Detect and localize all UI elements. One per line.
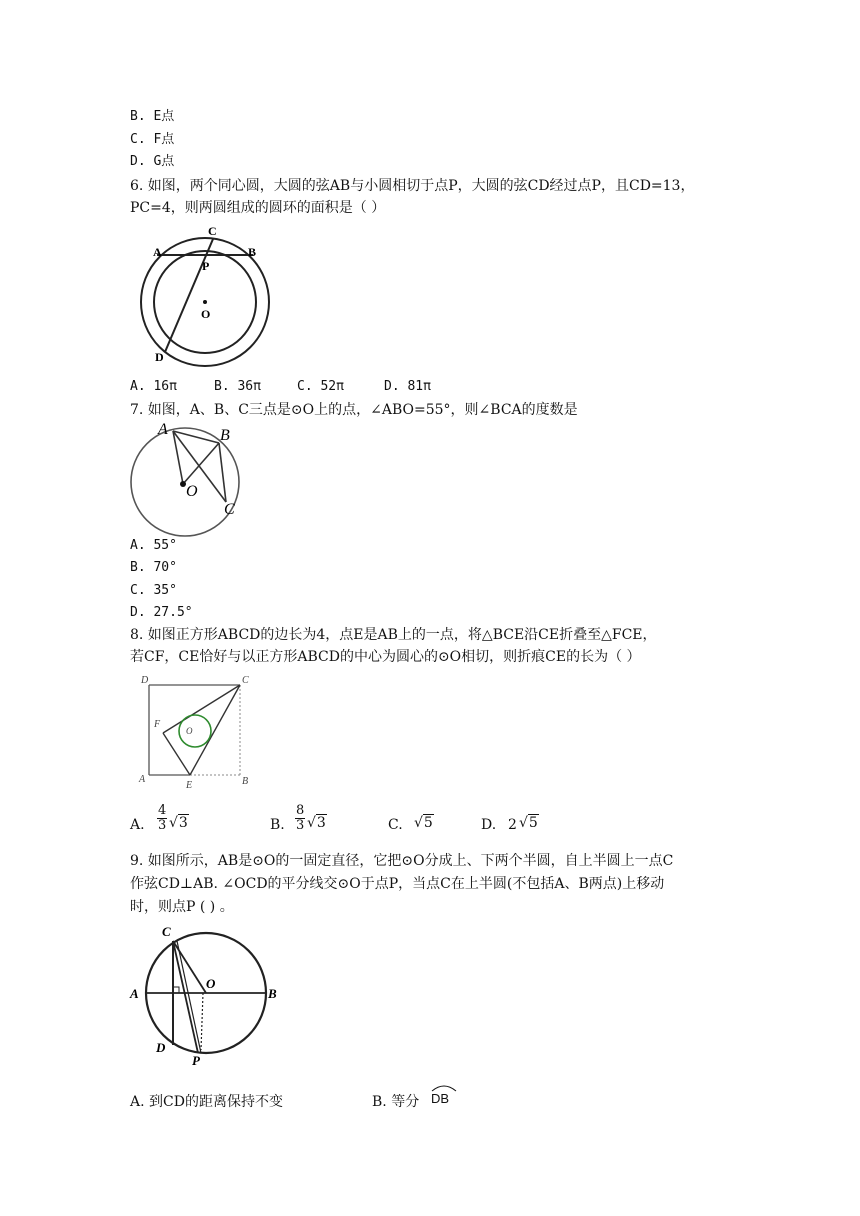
- q7-figure: [128, 420, 248, 530]
- q8-option-a-fraction: [157, 804, 167, 833]
- q9-label-p: P: [192, 1053, 200, 1068]
- q8-label-d: D: [141, 675, 149, 686]
- q8-label-a: A: [139, 774, 146, 785]
- q6-option-c: C. 52π: [297, 379, 344, 394]
- q6-label-o: O: [201, 307, 211, 321]
- q8-option-a-radicand: 3: [178, 815, 188, 831]
- q9-stem-line1: 9. 如图所示，AB是⊙O的一固定直径，它把⊙O分成上、下两个半圆，自上半圆上一点C: [130, 853, 674, 869]
- q8-option-b-denominator: 3: [296, 818, 305, 833]
- q7-option-a: A. 55°: [130, 538, 177, 553]
- q9-label-d: D: [156, 1040, 166, 1055]
- q8-label-f: F: [154, 719, 161, 730]
- q8-label-b: B: [242, 776, 249, 787]
- q7-option-d: D. 27.5°: [130, 605, 193, 620]
- q5-option-b: B. E点: [130, 109, 175, 124]
- q7-label-b: B: [220, 427, 230, 444]
- q9-option-a: A. 到CD的距离保持不变: [130, 1094, 283, 1110]
- q9-label-a: A: [130, 986, 139, 1001]
- q9-arc-symbol-icon: [431, 1084, 457, 1092]
- q7-seg-ob: [183, 443, 219, 484]
- q6-label-p: P: [202, 259, 210, 273]
- q7-label-a: A: [158, 421, 168, 438]
- q6-center-dot: [203, 300, 207, 304]
- q8-option-b-fraction: [295, 804, 305, 833]
- q7-seg-ac: [173, 431, 226, 502]
- q8-option-a-label: A.: [130, 817, 145, 833]
- q8-seg-fe: [163, 733, 190, 775]
- q8-option-d-radicand: 5: [528, 815, 538, 831]
- q8-seg-ce: [190, 685, 240, 775]
- q6-label-a: A: [153, 245, 162, 259]
- q7-option-b: B. 70°: [130, 560, 177, 575]
- q6-label-d: D: [155, 350, 164, 364]
- q8-label-c: C: [242, 675, 249, 686]
- q6-label-c: C: [208, 224, 217, 238]
- q9-label-o: O: [206, 976, 216, 991]
- q8-seg-cf: [163, 685, 240, 733]
- q8-label-e: E: [186, 780, 193, 791]
- q9-figure: [128, 920, 278, 1068]
- q8-stem-line1: 8. 如图正方形ABCD的边长为4，点E是AB上的一点，将△BCE沿CE折叠至△FCE，: [130, 627, 657, 643]
- q8-option-c-radicand: 5: [423, 815, 433, 831]
- q9-stem-line2: 作弦CD⊥AB. ∠OCD的平分线交⊙O于点P，当点C在上半圆(不包括A、B两点)上移动: [130, 876, 665, 892]
- q9-stem-line3: 时，则点P ( ) 。: [130, 899, 234, 915]
- q8-option-b-label: B.: [270, 817, 285, 833]
- q7-label-o: O: [186, 483, 198, 500]
- q8-option-d-radical: √5: [519, 815, 538, 831]
- q6-stem-line1: 6. 如图，两个同心圆，大圆的弦AB与小圆相切于点P，大圆的弦CD经过点P，且CD=13，: [130, 178, 695, 194]
- q6-stem-line2: PC=4，则两圆组成的圆环的面积是（ ）: [130, 200, 386, 216]
- q8-option-b-radical: √3: [307, 815, 326, 831]
- q9-label-c: C: [162, 924, 171, 939]
- q8-option-d-coefficient: 2: [508, 817, 517, 833]
- q9-label-b: B: [268, 986, 277, 1001]
- q8-option-a-denominator: 3: [158, 818, 167, 833]
- q6-option-a: A. 16π: [130, 379, 177, 394]
- q8-option-c-label: C.: [388, 817, 403, 833]
- q9-option-b-prefix: B. 等分: [372, 1094, 420, 1110]
- q6-figure: [135, 222, 275, 367]
- q6-option-b: B. 36π: [214, 379, 261, 394]
- q5-option-c: C. F点: [130, 132, 175, 147]
- q8-option-b-numerator: 8: [296, 803, 305, 818]
- q8-option-b-radicand: 3: [316, 815, 326, 831]
- q9-option-b-arc: [431, 1090, 449, 1109]
- q8-option-c-radical: √5: [414, 815, 433, 831]
- q8-option-d-label: D.: [481, 817, 497, 833]
- q8-option-a-radical: √3: [169, 815, 188, 831]
- q7-label-c: C: [224, 501, 235, 518]
- q8-label-o: O: [186, 726, 193, 736]
- q7-stem: 7. 如图，A、B、C三点是⊙O上的点，∠ABO=55°，则∠BCA的度数是: [130, 402, 578, 418]
- q9-dashed-op: [201, 993, 203, 1050]
- q9-seg-cp: [173, 941, 198, 1053]
- q8-option-a-numerator: 4: [158, 803, 167, 818]
- q8-stem-line2: 若CF，CE恰好与以正方形ABCD的中心为圆心的⊙O相切，则折痕CE的长为（ ）: [130, 649, 641, 665]
- q6-option-d: D. 81π: [384, 379, 431, 394]
- q8-figure: [135, 672, 260, 792]
- q8-circle-o: [179, 715, 211, 747]
- q5-option-d: D. G点: [130, 154, 175, 169]
- q6-label-b: B: [248, 245, 257, 259]
- q7-option-c: C. 35°: [130, 583, 177, 598]
- q9-seg-cp2: [177, 941, 201, 1053]
- q9-option-b-arc-label: DB: [431, 1091, 450, 1106]
